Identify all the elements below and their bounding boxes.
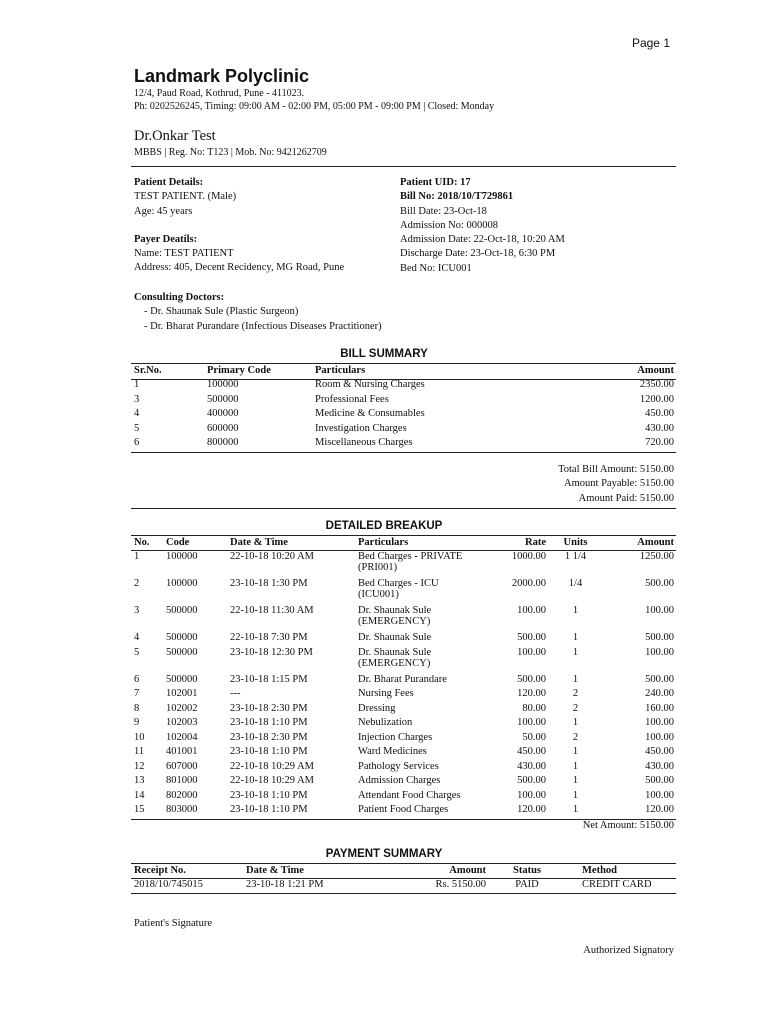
divider [131,893,676,894]
patient-uid: Patient UID: 17 [400,177,471,188]
table-cell: 1 [572,804,579,815]
table-cell: 22-10-18 10:29 AM [230,775,314,786]
consulting-doctors [134,291,382,334]
net-amount: Net Amount: 5150.00 [582,820,674,831]
table-cell: Pathology Services [358,760,439,772]
table-cell: Ward Medicines [358,746,427,757]
table-cell: 11 [134,746,145,757]
table-cell: 800000 [207,437,239,448]
table-row [134,761,674,776]
table-cell: 400000 [207,408,239,419]
table-cell: 100.00 [517,789,546,801]
table-cell: 102003 [166,717,198,728]
table-cell: 450.00 [517,746,546,757]
table-cell: Dr. Shaunak Sule (EMERGENCY) [358,646,432,669]
table-cell: 22-10-18 10:29 AM [230,760,314,772]
divider [131,535,676,536]
table-row [134,804,674,819]
table-row [134,746,674,761]
table-row [134,688,674,703]
table-cell: 1000.00 [511,551,546,562]
table-cell: 14 [134,789,145,801]
table-cell: 80.00 [522,702,546,714]
table-cell: 1 [572,646,579,658]
table-cell: 1 [134,551,140,562]
table-cell: 100.00 [517,605,546,616]
column-header: Sr.No. [134,365,162,376]
table-cell: 500.00 [517,673,546,685]
table-cell: 802000 [166,789,198,801]
table-cell: 801000 [166,775,198,786]
table-cell: 1 1/4 [564,551,587,562]
bill-summary-table [134,365,674,452]
table-cell: 500000 [207,393,239,405]
column-header: Date & Time [230,537,288,548]
table-cell: Admission Charges [358,775,441,786]
table-cell: 15 [134,804,145,815]
table-cell: Medicine & Consumables [315,408,425,419]
table-row [134,703,674,718]
table-cell: 1 [572,746,579,757]
consulting-doctor: - Dr. Shaunak Sule (Plastic Surgeon) [144,306,299,318]
clinic-name: Landmark Polyclinic [134,66,310,86]
table-row [134,674,674,689]
payer-name: Name: TEST PATIENT [134,248,234,260]
divider [131,363,676,364]
table-cell: 2 [134,578,140,589]
table-cell: Rs. 5150.00 [435,879,486,890]
table-cell: 500.00 [517,775,546,786]
table-cell: 100.00 [645,789,674,801]
table-cell: 2018/10/745015 [134,879,203,890]
admission-number: Admission No: 000008 [400,219,499,231]
table-cell: 23-10-18 2:30 PM [230,731,308,743]
table-cell: 4 [134,408,140,419]
divider [131,550,676,551]
table-row [134,717,674,732]
column-header: Method [582,865,617,876]
table-cell: PAID [515,879,539,890]
bill-summary-rows [134,379,674,452]
table-cell: 500.00 [645,632,674,643]
table-cell: 100.00 [645,717,674,728]
table-cell: 102004 [166,731,198,743]
table-cell: 240.00 [645,688,674,699]
table-cell: 4 [134,632,140,643]
table-cell: 2 [572,731,579,743]
table-cell: Professional Fees [315,393,389,405]
table-header-row [134,537,674,551]
table-cell: 23-10-18 1:10 PM [230,804,308,815]
table-cell: Patient Food Charges [358,804,449,815]
table-cell: 430.00 [645,760,674,772]
table-cell: 120.00 [517,688,546,699]
table-cell: 500000 [166,673,198,685]
table-cell: 50.00 [522,731,546,743]
table-cell: 5 [134,646,140,658]
table-row [134,437,674,452]
table-cell: 7 [134,688,140,699]
table-cell: 1 [572,775,579,786]
table-cell: 22-10-18 11:30 AM [230,605,314,616]
doctor-details: MBBS | Reg. No: T123 | Mob. No: 9421262709 [134,147,327,158]
table-cell: 1200.00 [639,393,674,405]
table-cell: 430.00 [517,760,546,772]
table-cell: 500000 [166,632,198,643]
table-cell: 430.00 [645,422,674,434]
table-row [134,775,674,790]
table-cell: 12 [134,760,145,772]
column-header: Primary Code [207,365,271,376]
table-cell: 23-10-18 1:21 PM [246,879,324,890]
table-cell: 500.00 [645,673,674,685]
table-cell: 2000.00 [511,578,546,589]
admission-date: Admission Date: 22-Oct-18, 10:20 AM [400,234,565,246]
table-row [134,790,674,805]
divider [131,508,676,509]
table-cell: 401001 [166,746,198,757]
table-cell: 2350.00 [639,379,674,390]
column-header: Amount [637,365,674,376]
table-cell: 23-10-18 2:30 PM [230,702,308,714]
column-header: Units [563,537,588,548]
table-cell: 500.00 [517,632,546,643]
authorized-signatory-label: Authorized Signatory [583,945,674,956]
table-row [134,632,674,647]
table-cell: 720.00 [645,437,674,448]
bill-info [400,176,565,276]
table-cell: 6 [134,437,140,448]
table-cell: Room & Nursing Charges [315,379,425,390]
bill-totals [558,463,674,506]
table-cell: 8 [134,702,140,714]
divider [131,379,676,380]
table-row [134,551,674,578]
table-cell: 1/4 [568,578,583,589]
patient-signature-label: Patient's Signature [134,918,213,929]
table-cell: Miscellaneous Charges [315,437,413,448]
table-cell: 100000 [166,551,198,562]
table-cell: 102002 [166,702,198,714]
table-cell: 1 [572,632,579,643]
doctor-name: Dr.Onkar Test [134,128,216,144]
table-cell: Dr. Shaunak Sule (EMERGENCY) [358,605,432,627]
consulting-doctor: - Dr. Bharat Purandare (Infectious Diseases Practitioner) [144,320,382,332]
table-cell: 607000 [166,760,198,772]
table-cell: 100.00 [517,717,546,728]
table-row [134,879,674,893]
patient-name: TEST PATIENT. (Male) [134,191,237,203]
table-cell: Injection Charges [358,731,433,743]
table-row [134,379,674,394]
column-header: Amount [449,865,486,876]
table-cell: 803000 [166,804,198,815]
table-cell: 2 [572,688,579,699]
table-cell: 3 [134,393,140,405]
table-row [134,394,674,409]
divider [131,863,676,864]
bill-number: Bill No: 2018/10/T729861 [400,191,514,203]
table-cell: Dr. Bharat Purandare [358,673,447,685]
table-cell: 1250.00 [639,551,674,562]
consulting-heading: Consulting Doctors: [134,292,225,303]
column-header: Status [512,865,541,876]
amount-payable: Amount Payable: 5150.00 [564,478,674,490]
detailed-breakup-rows [134,551,674,819]
header-divider [131,166,676,167]
table-cell: 3 [134,605,140,616]
table-cell: 600000 [207,422,239,434]
detailed-breakup-table [134,537,674,819]
table-cell: 100.00 [645,605,674,616]
table-cell: Bed Charges - PRIVATE (PRI001) [358,551,463,573]
table-cell: Bed Charges - ICU (ICU001) [358,578,439,600]
discharge-date: Discharge Date: 23-Oct-18, 6:30 PM [400,248,556,260]
table-cell: 102001 [166,688,198,699]
table-cell: 100.00 [645,731,674,743]
patient-details-heading: Patient Details: [134,177,204,188]
table-cell: 1 [572,605,579,616]
table-cell: 10 [134,731,145,743]
table-cell: Nebulization [358,717,413,728]
column-header: Amount [637,537,674,548]
table-row [134,605,674,632]
table-cell: Investigation Charges [315,422,407,434]
table-cell: 500.00 [645,578,674,589]
table-cell: 120.00 [517,804,546,815]
total-bill-amount: Total Bill Amount: 5150.00 [558,464,674,475]
clinic-address: 12/4, Paud Road, Kothrud, Pune - 411023. [134,88,305,99]
table-cell: Attendant Food Charges [358,789,461,801]
table-cell: 450.00 [645,408,674,419]
table-cell: Dr. Shaunak Sule [358,632,432,643]
payer-address: Address: 405, Decent Recidency, MG Road, Pune [134,262,345,274]
table-cell: 500000 [166,646,198,658]
bill-summary-title: BILL SUMMARY [340,348,428,360]
payer-details-heading: Payer Deatils: [134,233,198,245]
payment-summary-rows [134,879,674,893]
table-cell: 450.00 [645,746,674,757]
column-header: No. [134,537,150,548]
table-cell: 1 [572,673,579,685]
table-cell: 23-10-18 1:10 PM [230,789,308,801]
table-cell: 22-10-18 7:30 PM [230,632,308,643]
table-cell: 23-10-18 1:15 PM [230,673,308,685]
table-cell: 1 [572,760,579,772]
table-cell: 500.00 [645,775,674,786]
column-header: Rate [525,537,546,548]
clinic-contact: Ph: 0202526245, Timing: 09:00 AM - 02:00 PM, 05:00 PM - 09:00 PM | Closed: Monday [134,101,495,112]
table-row [134,647,674,674]
column-header: Particulars [358,537,409,548]
table-cell: 23-10-18 1:10 PM [230,717,308,728]
table-row [134,423,674,438]
divider [131,878,676,879]
bill-date: Bill Date: 23-Oct-18 [400,205,487,217]
page-number: Page 1 [631,36,670,50]
table-cell: 160.00 [645,702,674,714]
table-cell: 100000 [207,379,239,390]
table-cell: 2 [572,702,579,714]
table-cell: 23-10-18 1:30 PM [230,578,308,589]
table-header-row [134,365,674,379]
table-cell: 23-10-18 12:30 PM [230,646,313,658]
table-cell: 100.00 [645,646,674,658]
table-cell: Nursing Fees [358,688,414,699]
patient-age: Age: 45 years [134,205,193,217]
table-cell: 22-10-18 10:20 AM [230,551,314,562]
table-row [134,732,674,747]
table-cell: 500000 [166,605,198,616]
table-cell: --- [230,688,241,699]
table-cell: 120.00 [645,804,674,815]
column-header: Date & Time [246,865,304,876]
divider [131,452,676,453]
table-cell: 9 [134,717,140,728]
patient-details [134,176,344,276]
table-cell: CREDIT CARD [582,879,652,890]
table-cell: 1 [134,379,140,390]
table-row [134,578,674,605]
table-row [134,408,674,423]
payment-summary-title: PAYMENT SUMMARY [325,848,443,860]
table-cell: 23-10-18 1:10 PM [230,746,308,757]
table-cell: 5 [134,422,140,434]
payment-summary-table [134,865,674,893]
table-cell: 1 [572,789,579,801]
bed-number: Bed No: ICU001 [400,262,472,274]
table-cell: 100.00 [517,646,546,658]
table-cell: 100000 [166,578,198,589]
table-cell: 1 [572,717,579,728]
table-cell: Dressing [358,702,396,714]
table-cell: 13 [134,775,145,786]
amount-paid: Amount Paid: 5150.00 [578,492,674,504]
table-cell: 6 [134,673,140,685]
column-header: Particulars [315,365,366,376]
table-header-row [134,865,674,879]
column-header: Receipt No. [134,865,186,876]
detailed-breakup-title: DETAILED BREAKUP [325,520,443,532]
column-header: Code [166,537,190,548]
